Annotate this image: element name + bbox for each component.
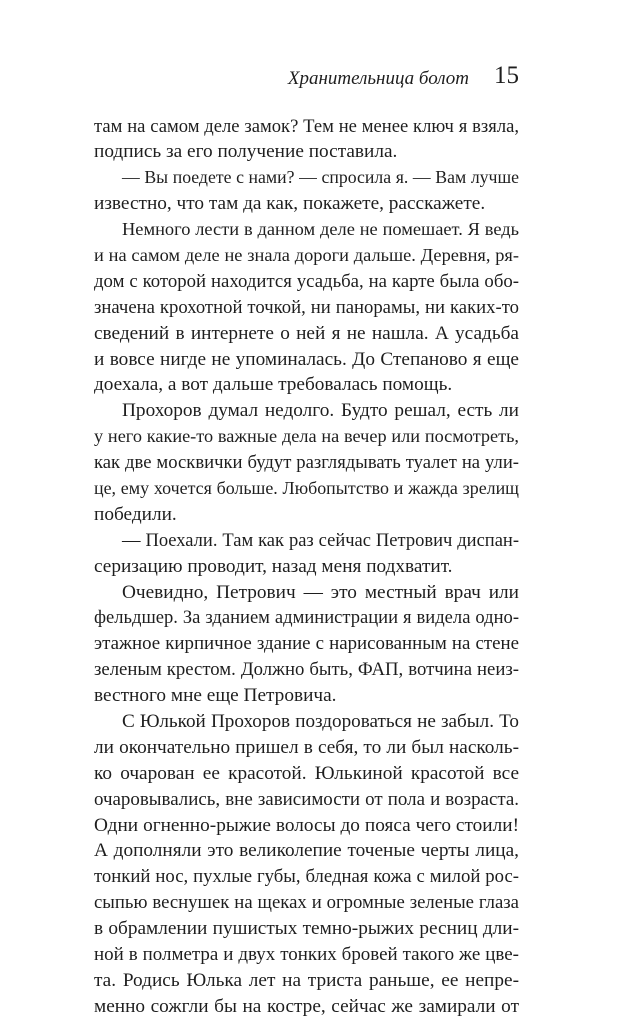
text-line: серизацию проводит, назад меня подхватит. <box>94 555 453 577</box>
text-line: ной в полметра и двух тонких бровей такого же цве- <box>94 944 519 965</box>
text-line: известно, что там да как, покажете, расскажете. <box>94 193 486 215</box>
page-number: 15 <box>494 62 519 89</box>
page-header <box>94 60 519 90</box>
text-line: С Юлькой Прохоров поздороваться не забыл. То <box>122 710 519 732</box>
running-title: Хранительница болот <box>287 68 469 89</box>
text-line: Прохоров думал недолго. Будто решал, есть ли <box>122 400 519 422</box>
text-line: вестного мне еще Петровича. <box>94 685 337 707</box>
text-line: очаровывались, вне зависимости от пола и возраста. <box>94 788 519 810</box>
text-line: и на самом деле не знала дороги дальше. Деревня, ря- <box>94 244 519 265</box>
text-line: доехала, а вот дальше требовалась помощь. <box>94 374 453 396</box>
text-line: — Поехали. Там как раз сейчас Петрович диспан- <box>122 529 519 551</box>
text-line: ли окончательно пришел в себя, то ли был насколь- <box>94 736 519 758</box>
text-line: подпись за его получение поставила. <box>94 141 398 163</box>
text-line: це, ему хочется больше. Любопытство и жажда зрелищ <box>94 477 519 498</box>
text-line: та. Родись Юлька лет на триста раньше, ее непре- <box>94 969 519 991</box>
text-line: там на самом деле замок? Тем не менее ключ я взяла, <box>94 115 519 137</box>
text-line: значена крохотной точкой, ни панорамы, ни каких-то <box>94 296 519 318</box>
text-line: сведений в интернете о ней я не нашла. А усадьба <box>94 322 519 344</box>
text-line: — Вы поедете с нами? — спросила я. — Вам лучше <box>122 167 519 188</box>
text-line: Одни огненно-рыжие волосы до пояса чего стоили! <box>94 814 519 836</box>
text-line: Немного лести в данном деле не помешает. Я ведь <box>122 219 519 240</box>
text-line: победили. <box>94 503 177 525</box>
body-text <box>94 114 519 1020</box>
text-line: менно сожгли бы на костре, сейчас же замирали от <box>94 995 519 1017</box>
text-line: фельдшер. За зданием администрации я видела одно- <box>94 607 519 629</box>
text-line: тонкий нос, пухлые губы, бледная кожа с милой рос- <box>94 866 519 888</box>
text-line: ко очарован ее красотой. Юлькиной красотой все <box>94 762 519 784</box>
text-line: и вовсе нигде не упоминалась. До Степаново я еще <box>94 348 519 370</box>
text-line: сыпью веснушек на щеках и огромные зеленые глаза <box>94 892 519 914</box>
text-line: Очевидно, Петрович — это местный врач или <box>122 581 519 603</box>
text-line: в обрамлении пушистых темно-рыжих ресниц дли- <box>94 918 519 940</box>
text-line: зеленым крестом. Должно быть, ФАП, вотчина неиз- <box>94 659 519 681</box>
text-line: у него какие-то важные дела на вечер или посмотреть, <box>94 426 519 447</box>
text-line: А дополняли это великолепие точеные черты лица, <box>94 840 519 862</box>
text-line: этажное кирпичное здание с нарисованным на стене <box>94 633 519 655</box>
text-line: как две москвички будут разглядывать туалет на ули- <box>94 452 519 474</box>
text-line: дом с которой находится усадьба, на карте была обо- <box>94 270 519 292</box>
